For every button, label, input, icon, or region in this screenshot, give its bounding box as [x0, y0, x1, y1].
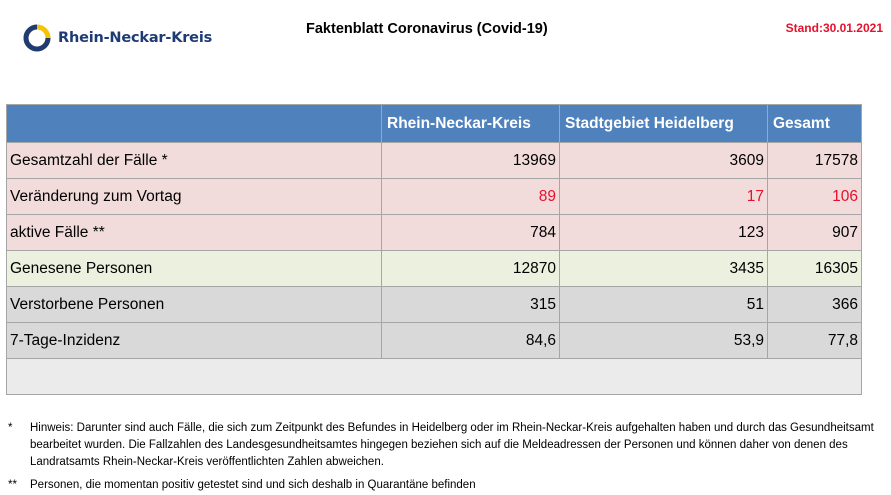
table-header-row — [7, 105, 862, 143]
row-label: Veränderung zum Vortag — [7, 179, 382, 215]
cell-heidelberg: 53,9 — [560, 323, 768, 359]
cell-heidelberg: 51 — [560, 287, 768, 323]
cell-rhein-neckar-kreis: 89 — [382, 179, 560, 215]
logo-text: Rhein-Neckar-Kreis — [58, 30, 213, 46]
cell-gesamt: 907 — [768, 215, 862, 251]
column-header-blank — [7, 105, 382, 143]
table-row-inzidenz — [7, 323, 862, 359]
empty-cell — [7, 359, 862, 395]
footnote-mark: ** — [8, 479, 17, 491]
footnote-mark: * — [8, 422, 13, 434]
cell-heidelberg: 3609 — [560, 143, 768, 179]
footnotes — [8, 420, 886, 494]
cell-rhein-neckar-kreis: 784 — [382, 215, 560, 251]
cell-gesamt: 106 — [768, 179, 862, 215]
logo-ring-icon — [22, 23, 52, 53]
row-label: 7-Tage-Inzidenz — [7, 323, 382, 359]
facts-table — [6, 104, 862, 395]
table-row-gesamtzahl — [7, 143, 862, 179]
row-label: Genesene Personen — [7, 251, 382, 287]
cell-rhein-neckar-kreis: 315 — [382, 287, 560, 323]
row-label: aktive Fälle ** — [7, 215, 382, 251]
column-header-rhein-neckar-kreis: Rhein-Neckar-Kreis — [382, 105, 560, 143]
cell-rhein-neckar-kreis: 84,6 — [382, 323, 560, 359]
row-label: Verstorbene Personen — [7, 287, 382, 323]
column-header-gesamt: Gesamt — [768, 105, 862, 143]
footnote-2 — [8, 477, 886, 494]
table-row-aktive-faelle — [7, 215, 862, 251]
table-row-verstorbene — [7, 287, 862, 323]
cell-gesamt: 17578 — [768, 143, 862, 179]
cell-gesamt: 16305 — [768, 251, 862, 287]
rhein-neckar-kreis-logo — [22, 20, 222, 56]
cell-gesamt: 77,8 — [768, 323, 862, 359]
footnote-1 — [8, 420, 886, 471]
table-row-genesene — [7, 251, 862, 287]
cell-heidelberg: 17 — [560, 179, 768, 215]
cell-rhein-neckar-kreis: 12870 — [382, 251, 560, 287]
table-row-veraenderung — [7, 179, 862, 215]
footnote-text: Personen, die momentan positiv getestet sind und sich deshalb in Quarantäne befinden — [30, 479, 476, 491]
cell-gesamt: 366 — [768, 287, 862, 323]
column-header-stadtgebiet-heidelberg: Stadtgebiet Heidelberg — [560, 105, 768, 143]
cell-heidelberg: 123 — [560, 215, 768, 251]
date-stamp: Stand:30.01.2021 — [785, 21, 883, 35]
footnote-text: Hinweis: Darunter sind auch Fälle, die sich zum Zeitpunkt des Befundes in Heidelberg oder im Rhein-Neckar-Kreis aufgehalten haben und durch das Gesundheitsamt bearbeitet wurden. Die Fallzahlen des Landesgesundheitsamtes hingegen beziehen sich auf die Meldeadressen der Personen und können daher von denen des Landratsamts Rhein-Neckar-Kreis veröffentlichten Zahlen abweichen. — [30, 422, 874, 468]
page-title: Faktenblatt Coronavirus (Covid-19) — [306, 21, 548, 37]
cell-heidelberg: 3435 — [560, 251, 768, 287]
table-row-empty — [7, 359, 862, 395]
row-label: Gesamtzahl der Fälle * — [7, 143, 382, 179]
cell-rhein-neckar-kreis: 13969 — [382, 143, 560, 179]
